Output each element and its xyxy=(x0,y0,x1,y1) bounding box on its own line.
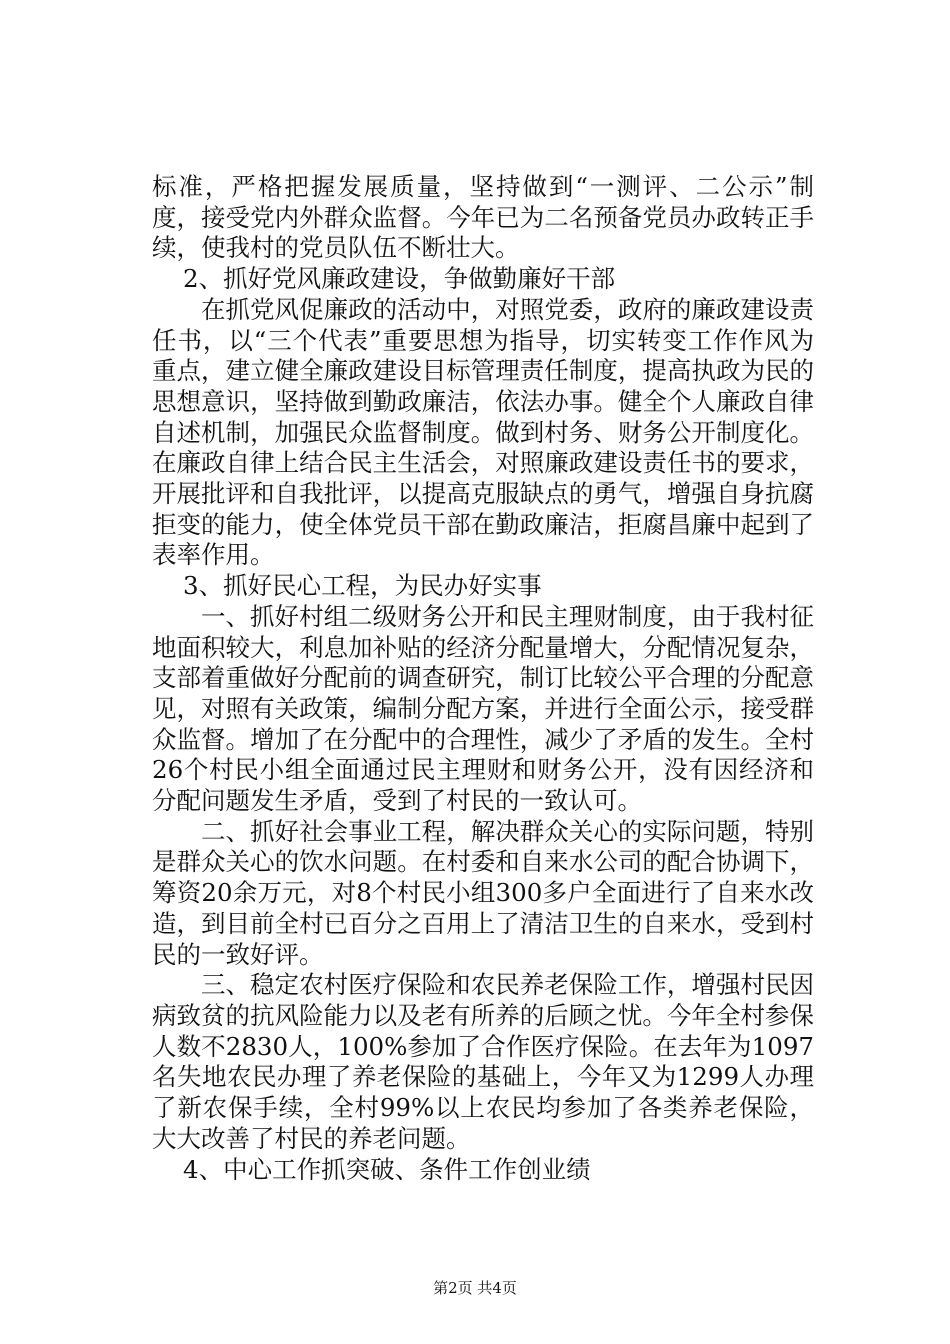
paragraph-anti-corruption: 在抓党风促廉政的活动中，对照党委，政府的廉政建设责任书，以“三个代表”重要思想为指导，切实转变工作作风为重点，建立健全廉政建设目标管理责任制度，提高执政为民的思想意识，坚持做到勤政廉洁，依法办事。健全个人廉政自律自述机制，加强民众监督制度。做到村务、财务公开制度化。在廉政自律上结合民主生活会，对照廉政建设责任书的要求，开展批评和自我批评，以提高克服缺点的勇气，增强自身抗腐拒变的能力，使全体党员干部在勤政廉洁，拒腐昌廉中起到了表率作用。 xyxy=(152,294,814,570)
section-heading-3: 3、抓好民心工程，为民办好实事 xyxy=(183,571,542,601)
paragraph-water-supply: 二、抓好社会事业工程，解决群众关心的实际问题，特别是群众关心的饮水问题。在村委和自来水公司的配合协调下，筹资20余万元，对8个村民小组300多户全面进行了自来水改造，到目前全村已百分之百用上了清洁卫生的自来水，受到村民的一致好评。 xyxy=(152,816,814,969)
paragraph-finance-disclosure: 一、抓好村组二级财务公开和民主理财制度，由于我村征地面积较大，利息加补贴的经济分配量增大，分配情况复杂，支部着重做好分配前的调查研究，制订比较公平合理的分配意见，对照有关政策，编制分配方案，并进行全面公示，接受群众监督。增加了在分配中的合理性，减少了矛盾的发生。全村26个村民小组全面通过民主理财和财务公开，没有因经济和分配问题发生矛盾，受到了村民的一致认可。 xyxy=(152,601,814,816)
section-heading-2: 2、抓好党风廉政建设，争做勤廉好干部 xyxy=(183,264,616,294)
page-number: 第2页 共4页 xyxy=(433,1279,517,1297)
paragraph-insurance: 三、稳定农村医疗保险和农民养老保险工作，增强村民因病致贫的抗风险能力以及老有所养的后顾之忧。今年全村参保人数不2830人，100%参加了合作医疗保险。在去年为1097名失地农民办理了养老保险的基础上，今年又为1299人办理了新农保手续，全村99%以上农民均参加了各类养老保险，大大改善了村民的养老问题。 xyxy=(152,970,814,1153)
document-body xyxy=(152,172,814,1185)
paragraph-continuation: 标准，严格把握发展质量，坚持做到“一测评、二公示”制度，接受党内外群众监督。今年已为二名预备党员办政转正手续，使我村的党员队伍不断壮大。 xyxy=(152,172,814,263)
section-heading-4: 4、中心工作抓突破、条件工作创业绩 xyxy=(183,1154,591,1184)
